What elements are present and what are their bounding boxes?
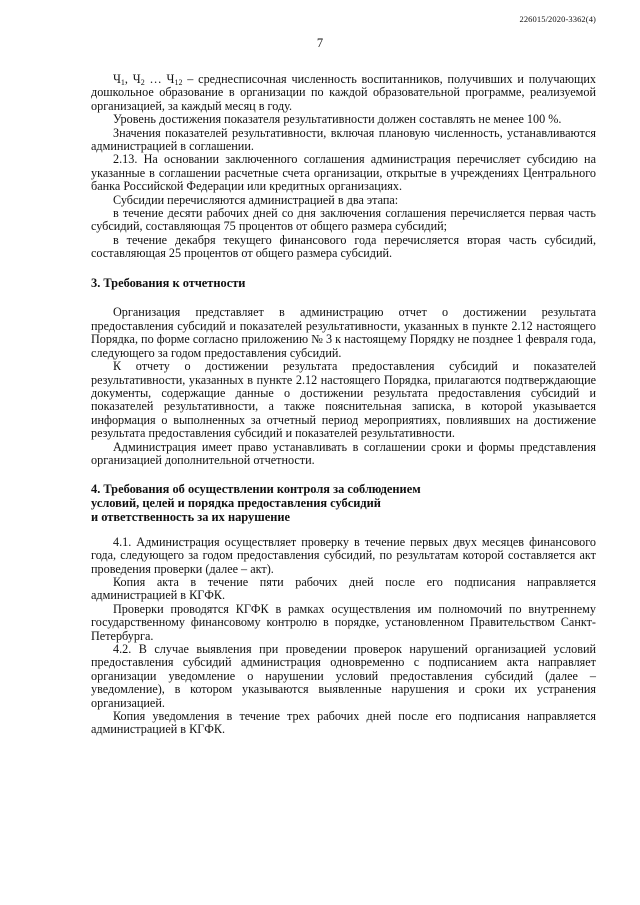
document-id: 226015/2020-3362(4) (519, 14, 596, 24)
paragraph-values: Значения показателей результативности, включая плановую численность, устанавливаются администрацией в соглашении. (91, 125, 596, 154)
paragraph-kgfk-checks: Проверки проводятся КГФК в рамках осуществления им полномочий по внутреннему государственному финансовому контролю в порядке, установленном Правительством Санкт-Петербурга. (91, 601, 596, 643)
paragraph-report-attachments: К отчету о достижении результата предоставления субсидий и показателей результативности, указанных в пункте 2.12 настоящего Порядка, прилагаются подтверждающие документы, содержащие данные о достижении результата предоставления субсидий и показателей результативности, а также пояснительная записка, в которой указывается информация о выполненных за отчетный период мероприятиях, повлиявших на достижение результата предоставления субсидий и показателей результативности. (91, 359, 596, 441)
document-body (91, 73, 596, 737)
paragraph-4-2: 4.2. В случае выявления при проведении проверок нарушений организацией условий предоставления субсидий администрация одновременно с подписанием акта направляет организации уведомление о нарушении условий предоставления субсидий (далее – уведомление), в котором указываются выявленные нарушения и сроки их устранения организацией. (91, 642, 596, 710)
paragraph-target-level: Уровень достижения показателя результативности должен составлять не менее 100 %. (113, 112, 562, 127)
section-4-heading: 4. Требования об осуществлении контроля за соблюдением условий, целей и порядка предоставления субсидий и ответственность за их нарушение (91, 482, 421, 524)
paragraph-notice-copy: Копия уведомления в течение трех рабочих дней после его подписания направляется администрацией в КГФК. (91, 709, 596, 737)
page-number: 7 (316, 36, 324, 50)
paragraph-report: Организация представляет в администрацию отчет о достижении результата предоставления субсидий и показателей результативности, указанных в пункте 2.12 настоящего Порядка, по форме согласно приложению № 3 к настоящему Порядку не позднее 1 февраля года, следующего за годом предоставления субсидий. (91, 305, 596, 360)
paragraph-2-13: 2.13. На основании заключенного соглашения администрация перечисляет субсидию на указанные в соглашении расчетные счета организации, открытые в учреждениях Центрального банка Российской Федерации или кредитных организациях. (91, 152, 596, 194)
paragraph-definition: $Ч_1$, $Ч_2$ … $Ч_{12}$ – среднесписочная численность воспитанников, получивших и получающих дошкольное образование в организации по каждой образовательной программе, реализуемой организацией, за каждый месяц в году. (91, 72, 596, 113)
paragraph-additional-reporting: Администрация имеет право устанавливать в соглашении сроки и формы представления организацией дополнительной отчетности. (91, 439, 596, 467)
paragraph-stage-one: в течение десяти рабочих дней со дня заключения соглашения перечисляется первая часть субсидий, составляющая 75 процентов от общего размера субсидий; (91, 206, 596, 234)
paragraph-two-stages: Субсидии перечисляются администрацией в два этапа: (113, 192, 399, 207)
section-3-heading: 3. Требования к отчетности (91, 275, 246, 290)
paragraph-act-copy: Копия акта в течение пяти рабочих дней после его подписания направляется администрацией в КГФК. (91, 574, 596, 603)
paragraph-stage-two: в течение декабря текущего финансового года перечисляется вторая часть субсидий, составляющая 25 процентов от общего размера субсидий. (91, 232, 596, 261)
paragraph-4-1: 4.1. Администрация осуществляет проверку в течение первых двух месяцев финансового года, следующего за годом предоставления субсидий, по результатам которой составляется акт проведения проверки (далее – акт). (91, 534, 596, 576)
